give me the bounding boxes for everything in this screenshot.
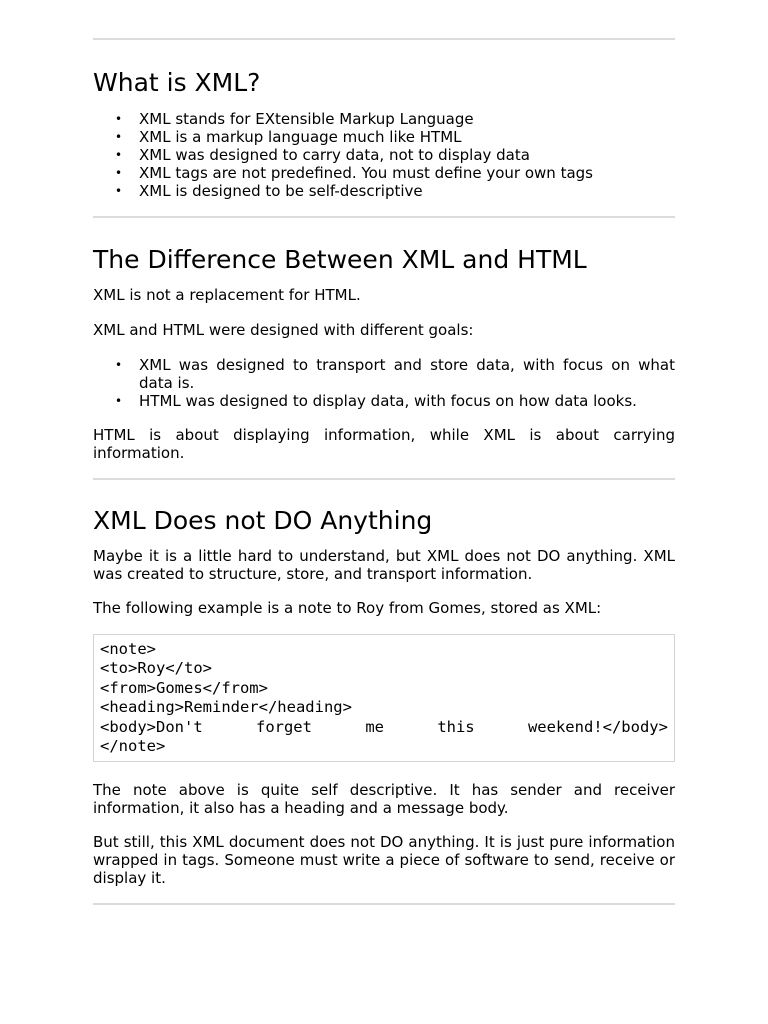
- paragraph: HTML is about displaying information, while XML is about carrying information.: [93, 426, 675, 462]
- section-heading-difference: The Difference Between XML and HTML: [93, 245, 587, 274]
- bullet-icon: •: [115, 112, 123, 126]
- list-item: • XML stands for EXtensible Markup Language: [115, 110, 474, 128]
- list-item: • XML tags are not predefined. You must define your own tags: [115, 164, 593, 182]
- paragraph: The note above is quite self descriptive. It has sender and receiver information, it also has a heading and a message body.: [93, 781, 675, 818]
- code-block: [93, 634, 675, 762]
- paragraph: The following example is a note to Roy from Gomes, stored as XML:: [93, 599, 602, 617]
- bullet-list-goals: [93, 356, 675, 410]
- code-line: <to>Roy</to>: [100, 659, 212, 678]
- document-page: [93, 0, 675, 905]
- list-item: • XML was designed to transport and store data, with focus on what data is.: [115, 356, 675, 392]
- code-line: <from>Gomes</from>: [100, 678, 268, 697]
- code-line: <heading>Reminder</heading>: [100, 698, 352, 717]
- section-heading-does-not-do-anything: XML Does not DO Anything: [93, 506, 433, 535]
- bullet-icon: •: [115, 130, 123, 144]
- list-item: • XML was designed to carry data, not to display data: [115, 146, 530, 164]
- divider: [93, 903, 675, 905]
- bullet-icon: •: [115, 166, 123, 180]
- code-line: </note>: [100, 737, 166, 756]
- bullet-icon: •: [115, 358, 123, 372]
- paragraph: Maybe it is a little hard to understand, but XML does not DO anything. XML was created to structure, store, and transport information.: [93, 547, 675, 583]
- bullet-icon: •: [115, 394, 123, 408]
- section-heading-what-is-xml: What is XML?: [93, 68, 261, 97]
- paragraph: XML is not a replacement for HTML.: [93, 286, 361, 304]
- list-item: • XML is a markup language much like HTML: [115, 128, 462, 146]
- bullet-icon: •: [115, 184, 123, 198]
- list-item: • XML is designed to be self-descriptive: [115, 182, 423, 200]
- code-line: <note>: [100, 640, 156, 658]
- bullet-icon: •: [115, 148, 123, 162]
- bullet-list-what-is-xml: [93, 110, 675, 200]
- paragraph: But still, this XML document does not DO anything. It is just pure information wrapped in tags. Someone must write a piece of software to send, receive or display it.: [93, 833, 675, 888]
- paragraph: XML and HTML were designed with different goals:: [93, 321, 474, 339]
- code-line: <body>Don't forget me this weekend!</body>: [100, 717, 668, 736]
- list-item: • HTML was designed to display data, with focus on how data looks.: [115, 392, 637, 410]
